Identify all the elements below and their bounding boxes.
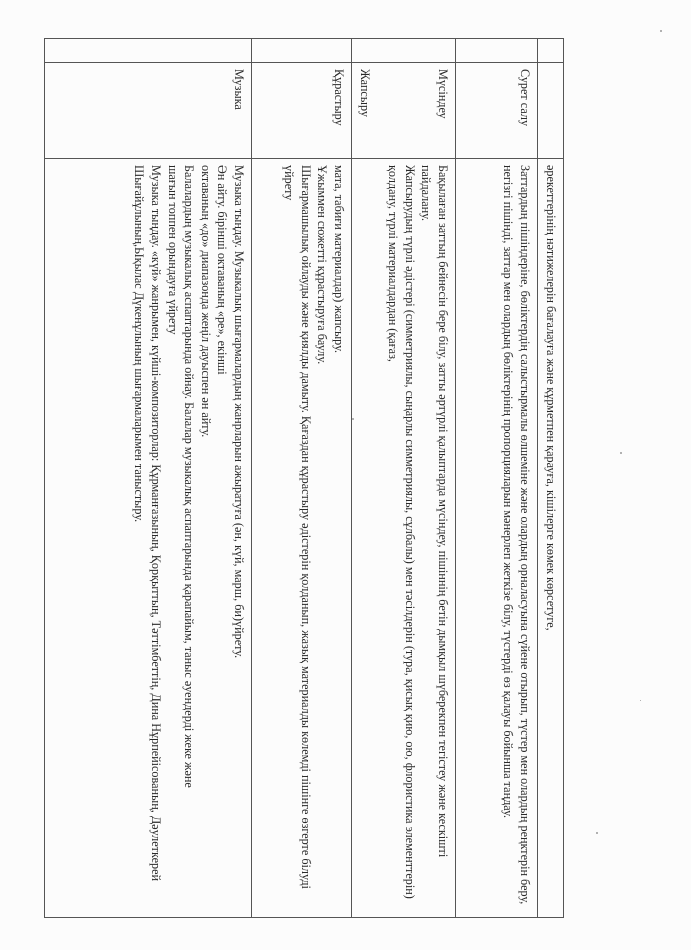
subject-cell [538, 63, 564, 159]
subject-label: Сурет салу [518, 69, 532, 127]
rotated-table-wrapper [44, 38, 564, 918]
subject-label: Мүсіндеу [436, 69, 450, 119]
subject-sublabel: Жапсыру [357, 69, 372, 118]
content-cell [456, 159, 538, 918]
subject-cell [252, 63, 352, 159]
subject-content: Музыка тыңдау. Музыкалық шығармалардың жанрларын ажыратуға (ән, күй, марш, би)үйрету. Ән айту. бірінші октаваның «ре», екінші октаваның «до» диапазонда жеңіл дауыспен ән айту. Балалардың музыкалық аспаптарында ойнау. Балалар музыкалық аспаптарында қарапайым, таныс әуендерді жеке және шағын топпен орындауға үйрету Музыка тыңдау. «күй» жанрымен, күйші-композиторлар: Құрманғазының, Қорқыттың, Тәттімбеттің, Дина Нұрпейісованың, Дәулеткерей Шығайұлының,Ықылас Дүкенұлының шығармаларымен таныстыру. [132, 165, 246, 882]
index-cell [352, 39, 456, 63]
subject-label: Музыка [232, 69, 246, 110]
curriculum-table [44, 38, 564, 918]
table-row [352, 39, 456, 918]
subject-label: Құрастыру [332, 69, 346, 126]
content-cell: әрекеттерінің нәтижелерін бағалауға және құрметпен қарауға, кішілерге көмек көрсетуге, [538, 159, 564, 918]
index-cell [252, 39, 352, 63]
index-cell [456, 39, 538, 63]
content-cell [45, 159, 252, 918]
table-row [252, 39, 352, 918]
subject-content: Бақылаған заттың бейнесін бере білу, затты әртүрлі қалыптарда мүсіндеу, пішіннің бетін дымқыл шүберекпен тегістеу және кескішті пайдалану. Жапсырудың түрлі әдістері (симметриялы, сыңарлы симметриялы, сұлбалы) мен тәсілдерін (тура, қисық қию, ою, флористика элементтерін) қолдану, түрлі материалдардан (қағаз, [386, 165, 450, 899]
index-cell [538, 39, 564, 63]
subject-cell [45, 63, 252, 159]
table-row [538, 39, 564, 918]
table-row [456, 39, 538, 918]
content-cell [352, 159, 456, 918]
subject-content: мата, табиғи материалдар) жапсыру. Ұжыммен сюжетті құрастыруға баулу. Шығармашылық ойлауды және қиялды дамыту. Қағаздан құрастыру әдістерін қолданып, жазық материалды көлемді пішінге өзгерте білуді үйрету [282, 165, 346, 889]
subject-content: Заттардың пішіндеріне, бөліктердің салыстырмалы өлшеміне және олардың орналасуына сүйене отырып, түстер мен олардың реңктерін беру, негізгі пішінді, заттар мен олардың бөліктерінің пропорцияларын мәнерлеп жеткізе білу, түстерді өз қалауы бойынша таңдау. [501, 165, 532, 905]
subject-cell [352, 63, 456, 159]
content-cell [252, 159, 352, 918]
subject-cell [456, 63, 538, 159]
table-row [45, 39, 252, 918]
index-cell [45, 39, 252, 63]
